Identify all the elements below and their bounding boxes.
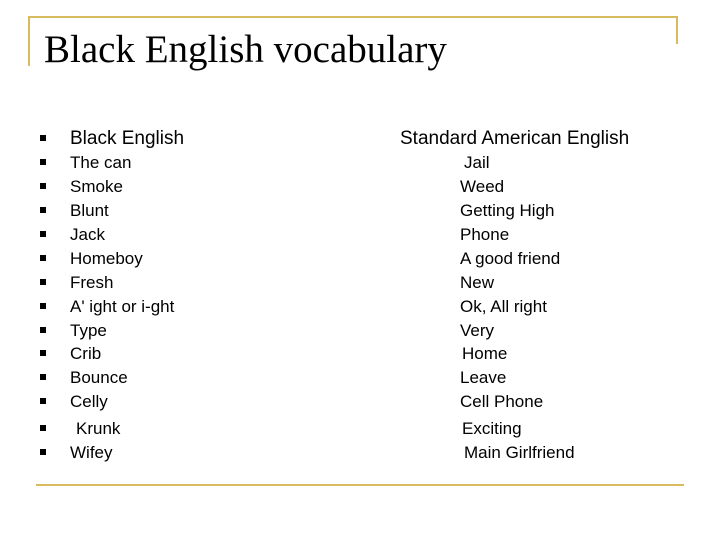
square-bullet-icon	[40, 135, 46, 141]
square-bullet-icon	[40, 327, 46, 333]
list-item	[0, 152, 720, 174]
black-english-term: Smoke	[70, 177, 123, 196]
black-english-term: The can	[70, 153, 132, 172]
list-item	[0, 320, 720, 342]
list-item	[0, 176, 720, 198]
left-rule	[28, 16, 30, 66]
square-bullet-icon	[40, 183, 46, 189]
standard-english-term: Jail	[464, 153, 490, 172]
square-bullet-icon	[40, 398, 46, 404]
standard-english-term: Phone	[460, 225, 510, 244]
black-english-term: A' ight or i-ght	[70, 297, 175, 316]
black-english-term: Jack	[70, 225, 105, 244]
list-item	[0, 442, 720, 464]
top-rule	[28, 16, 678, 18]
standard-english-term: Cell Phone	[460, 392, 544, 411]
list-item	[0, 296, 720, 318]
standard-english-term: Exciting	[462, 419, 522, 438]
square-bullet-icon	[40, 279, 46, 285]
standard-english-term: Getting High	[460, 201, 555, 220]
square-bullet-icon	[40, 425, 46, 431]
standard-english-term: A good friend	[460, 249, 561, 268]
slide-title: Black English vocabulary	[44, 28, 447, 71]
standard-english-term: Weed	[460, 177, 505, 196]
standard-english-term: Home	[462, 344, 508, 363]
square-bullet-icon	[40, 350, 46, 356]
right-rule	[676, 16, 678, 44]
list-item	[0, 343, 720, 365]
list-item	[0, 272, 720, 294]
list-item	[0, 200, 720, 222]
black-english-term: Type	[70, 321, 107, 340]
header-row	[0, 128, 720, 150]
list-item	[0, 391, 720, 413]
black-english-term: Celly	[70, 392, 108, 411]
black-english-header: Black English	[70, 128, 185, 149]
standard-english-term: New	[460, 273, 495, 292]
standard-english-term: Main Girlfriend	[464, 443, 575, 462]
square-bullet-icon	[40, 231, 46, 237]
black-english-term: Crib	[70, 344, 102, 363]
square-bullet-icon	[40, 159, 46, 165]
standard-english-term: Very	[460, 321, 495, 340]
list-item	[0, 418, 720, 440]
standard-english-term: Ok, All right	[460, 297, 547, 316]
square-bullet-icon	[40, 303, 46, 309]
list-item	[0, 224, 720, 246]
black-english-term: Fresh	[70, 273, 114, 292]
black-english-term: Homeboy	[70, 249, 143, 268]
black-english-term: Wifey	[70, 443, 113, 462]
black-english-term: Krunk	[76, 419, 121, 438]
black-english-term: Blunt	[70, 201, 109, 220]
standard-american-english-header: Standard American English	[400, 128, 630, 149]
square-bullet-icon	[40, 449, 46, 455]
standard-english-term: Leave	[460, 368, 507, 387]
bottom-rule	[36, 484, 684, 486]
list-item	[0, 367, 720, 389]
black-english-term: Bounce	[70, 368, 128, 387]
square-bullet-icon	[40, 374, 46, 380]
square-bullet-icon	[40, 207, 46, 213]
square-bullet-icon	[40, 255, 46, 261]
list-item	[0, 248, 720, 270]
